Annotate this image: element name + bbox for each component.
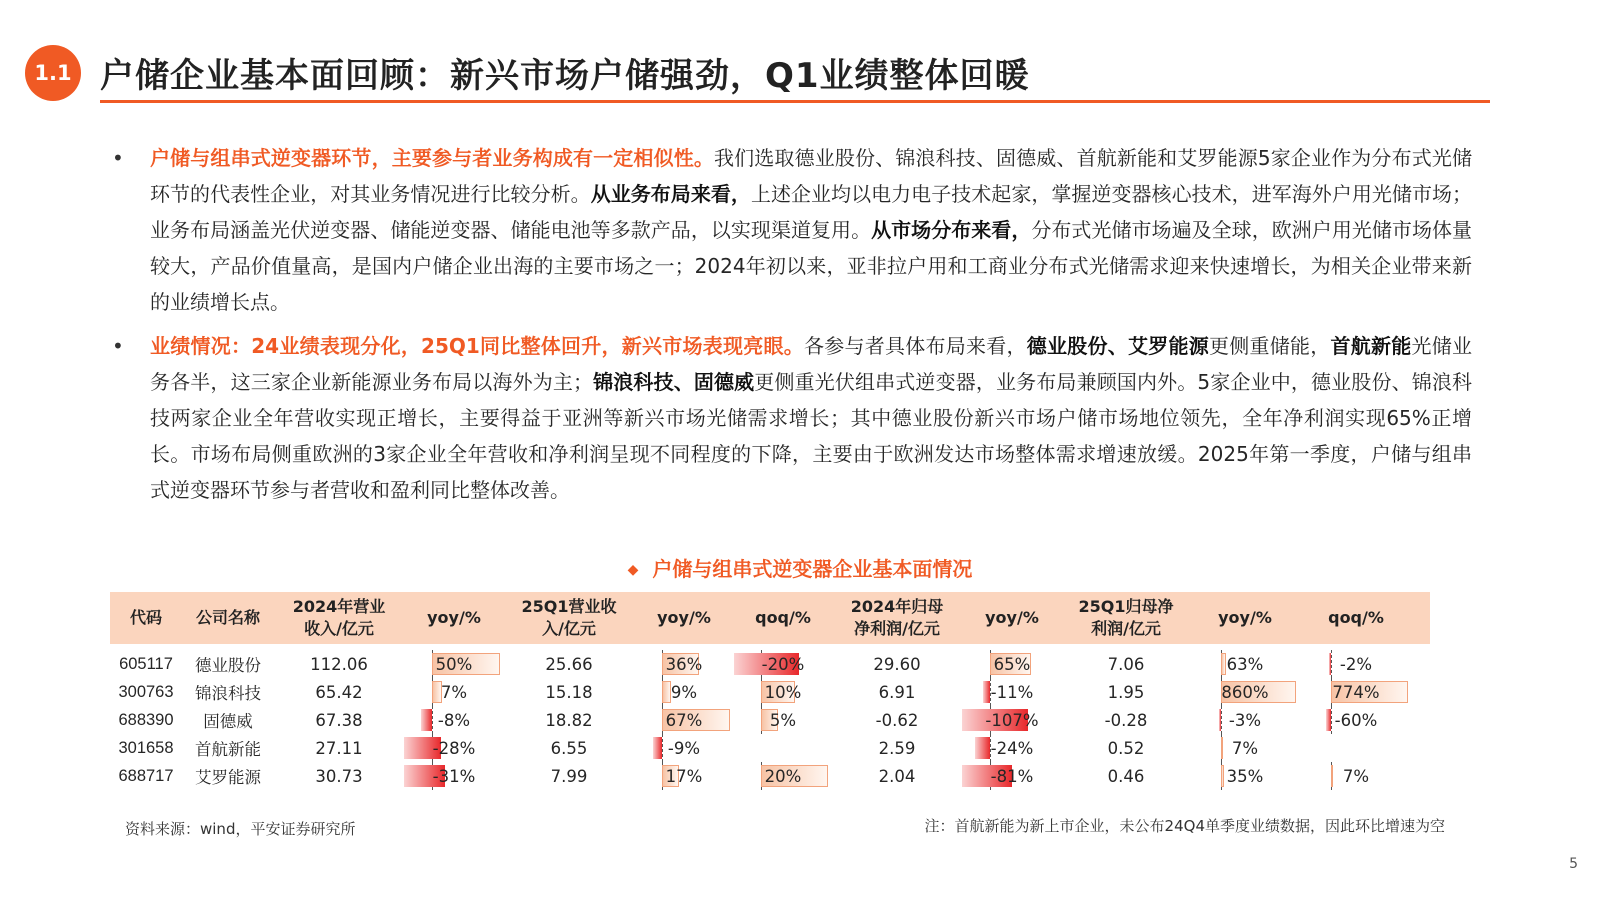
column-header: yoy/% xyxy=(1218,608,1272,627)
cell-np25_yoy xyxy=(1190,678,1300,706)
cell-rev24_yoy xyxy=(404,678,504,706)
cell-value: 1.95 xyxy=(1107,682,1145,702)
cell-value: 25.66 xyxy=(545,654,593,674)
cell-value: 0.46 xyxy=(1107,766,1145,786)
cell-value: -0.28 xyxy=(1104,710,1148,730)
bullet-item-1 xyxy=(112,140,1472,320)
column-header: qoq/% xyxy=(1328,608,1384,627)
cell-value: 15.18 xyxy=(545,682,593,702)
cell-rev24 xyxy=(274,762,404,790)
column-header: 公司名称 xyxy=(195,608,260,627)
cell-rev24 xyxy=(274,650,404,678)
column-header: 代码 xyxy=(129,608,162,627)
cell-np24 xyxy=(832,706,962,734)
cell-value: 29.60 xyxy=(873,654,921,674)
cell-rev24_yoy xyxy=(404,650,504,678)
cell-value: -0.62 xyxy=(875,710,919,730)
positive-bar xyxy=(1221,737,1223,759)
bullet-item-2 xyxy=(112,328,1472,508)
table-row xyxy=(110,678,1430,706)
cell-value: 德业股份 xyxy=(195,656,261,675)
bullet-segment: 各参与者具体布局来看， xyxy=(804,334,1027,358)
cell-value: -11% xyxy=(990,682,1034,702)
bullet-dot-icon: • xyxy=(112,334,124,358)
cell-rev25_yoy xyxy=(634,706,734,734)
cell-np25 xyxy=(1062,734,1190,762)
bullet-segment: 业绩情况：24业绩表现分化，25Q1同比整体回升，新兴市场表现亮眼。 xyxy=(150,334,805,358)
bullet-segment: 从市场分布来看， xyxy=(871,218,1032,242)
cell-np24_yoy xyxy=(962,706,1062,734)
cell-value: 7.99 xyxy=(550,766,588,786)
negative-bar xyxy=(1329,653,1331,675)
positive-bar xyxy=(1221,765,1224,787)
negative-bar xyxy=(653,737,662,759)
negative-bar xyxy=(1326,709,1331,731)
cell-value: 17% xyxy=(665,766,703,786)
bullet-segment: 从业务布局来看， xyxy=(590,182,751,206)
column-header: 25Q1营业收 入/亿元 xyxy=(521,597,617,638)
cell-value: -2% xyxy=(1339,654,1373,674)
cell-value: 锦浪科技 xyxy=(195,684,261,703)
cell-np25 xyxy=(1062,706,1190,734)
cell-value: 65.42 xyxy=(315,682,363,702)
cell-value: 20% xyxy=(764,766,802,786)
cell-value: -9% xyxy=(667,738,701,758)
table-title xyxy=(0,553,1600,582)
bar-axis xyxy=(432,706,433,734)
column-header: yoy/% xyxy=(657,608,711,627)
cell-np24_yoy xyxy=(962,734,1062,762)
cell-code xyxy=(110,678,182,706)
cell-np25_qoq xyxy=(1300,706,1412,734)
cell-value: 27.11 xyxy=(315,738,363,758)
table-row xyxy=(110,706,1430,734)
cell-rev25_qoq xyxy=(734,734,832,762)
negative-bar xyxy=(983,681,990,703)
positive-bar xyxy=(662,681,671,703)
cell-value: 688717 xyxy=(118,766,174,785)
cell-rev25 xyxy=(504,734,634,762)
cell-rev25 xyxy=(504,678,634,706)
cell-value: 35% xyxy=(1226,766,1264,786)
cell-value: 艾罗能源 xyxy=(195,768,261,787)
bullet-segment: 上述企业均以电力电子技术起家，掌握逆变器核心技术，进军海外户用光储市场；业务布局涵盖光伏逆变器、储能逆变器、储能电池等多款产品，以实现渠道复用。 xyxy=(150,182,1473,242)
cell-value: 7.06 xyxy=(1107,654,1145,674)
cell-value: 6.91 xyxy=(878,682,916,702)
cell-rev24 xyxy=(274,678,404,706)
cell-value: 67% xyxy=(665,710,703,730)
cell-value: 301658 xyxy=(118,738,174,757)
cell-value: 7% xyxy=(1231,738,1259,758)
cell-value: -31% xyxy=(432,766,476,786)
bullet-segment: 更侧重储能， xyxy=(1209,334,1331,358)
cell-np25_qoq xyxy=(1300,762,1412,790)
cell-value: 0.52 xyxy=(1107,738,1145,758)
cell-np24_yoy xyxy=(962,650,1062,678)
cell-rev25_qoq xyxy=(734,762,832,790)
cell-value: 7% xyxy=(1342,766,1370,786)
cell-value: 774% xyxy=(1332,682,1380,702)
cell-rev25_yoy xyxy=(634,650,734,678)
bullet-dot-icon: • xyxy=(112,146,124,170)
column-header: 2024年归母 净利润/亿元 xyxy=(850,597,944,638)
diamond-icon: ◆ xyxy=(627,562,639,578)
bullet-text xyxy=(150,146,1472,314)
cell-value: 605117 xyxy=(119,654,173,673)
cell-rev25_yoy xyxy=(634,678,734,706)
cell-np25_yoy xyxy=(1190,734,1300,762)
cell-value: 5% xyxy=(769,710,797,730)
cell-np25 xyxy=(1062,762,1190,790)
cell-np25_qoq xyxy=(1300,650,1412,678)
cell-np24 xyxy=(832,650,962,678)
cell-np25_qoq xyxy=(1300,678,1412,706)
cell-value: 7% xyxy=(440,682,468,702)
bullet-segment: 我们选取德业股份、锦浪科技、固德威、首航新能和艾罗能源5家企业作为分布式光储环节的代表性企业，对其业务情况进行比较分析。 xyxy=(150,146,1472,206)
cell-np24 xyxy=(832,762,962,790)
title-divider xyxy=(100,100,1490,103)
cell-rev25 xyxy=(504,706,634,734)
cell-np25 xyxy=(1062,650,1190,678)
table-row xyxy=(110,762,1430,790)
cell-name xyxy=(182,762,274,790)
negative-bar xyxy=(975,737,990,759)
column-header: yoy/% xyxy=(985,608,1039,627)
cell-np25_yoy xyxy=(1190,706,1300,734)
bullet-segment: 更侧重光伏组串式逆变器，业务布局兼顾国内外。5家企业中，德业股份、锦浪科技两家企业全年营收实现正增长，主要得益于亚洲等新兴市场光储需求增长；其中德业股份新兴市场户储市场地位领先，全年净利润实现65%正增长。市场布局侧重欧洲的3家企业全年营收和净利润呈现不同程度的下降，主要由于欧洲发达市场整体需求增速放缓。2025年第一季度，户储与组串式逆变器环节参与者营收和盈利同比整体改善。 xyxy=(150,370,1473,502)
cell-rev25_qoq xyxy=(734,678,832,706)
section-badge: 1.1 xyxy=(25,45,81,101)
table-row xyxy=(110,650,1430,678)
cell-value: 67.38 xyxy=(315,710,363,730)
cell-rev24 xyxy=(274,734,404,762)
bar-axis xyxy=(1331,650,1332,678)
cell-value: 63% xyxy=(1226,654,1264,674)
column-header: 25Q1归母净 利润/亿元 xyxy=(1078,597,1174,638)
cell-value: -8% xyxy=(437,710,471,730)
page-number: 5 xyxy=(1569,856,1578,872)
table-row xyxy=(110,734,1430,762)
footnote: 注：首航新能为新上市企业，未公布24Q4单季度业绩数据，因此环比增速为空 xyxy=(924,817,1445,835)
cell-value: 固德威 xyxy=(203,712,253,731)
cell-value: 18.82 xyxy=(545,710,593,730)
cell-np25_yoy xyxy=(1190,762,1300,790)
bar-axis xyxy=(1331,706,1332,734)
cell-value: -24% xyxy=(990,738,1034,758)
negative-bar xyxy=(1219,709,1221,731)
table-body xyxy=(110,650,1430,790)
cell-rev24 xyxy=(274,706,404,734)
cell-value: 首航新能 xyxy=(195,740,261,759)
bullet-segment: 光储业务各半，这三家企业新能源业务布局以海外为主； xyxy=(150,334,1473,394)
negative-bar xyxy=(421,709,432,731)
bullet-list xyxy=(112,140,1472,516)
cell-code xyxy=(110,762,182,790)
cell-rev24_yoy xyxy=(404,706,504,734)
cell-value: 9% xyxy=(670,682,698,702)
cell-value: 30.73 xyxy=(315,766,363,786)
cell-value: 36% xyxy=(665,654,703,674)
cell-value: 6.55 xyxy=(550,738,588,758)
cell-value: 2.04 xyxy=(878,766,916,786)
cell-np24 xyxy=(832,678,962,706)
cell-rev25 xyxy=(504,650,634,678)
cell-np24_yoy xyxy=(962,678,1062,706)
cell-value: 860% xyxy=(1221,682,1269,702)
positive-bar xyxy=(1221,653,1226,675)
cell-value: -28% xyxy=(432,738,476,758)
cell-value: -3% xyxy=(1228,710,1262,730)
cell-value: 50% xyxy=(435,654,473,674)
cell-rev25_yoy xyxy=(634,762,734,790)
cell-np24_yoy xyxy=(962,762,1062,790)
table-title-text: 户储与组串式逆变器企业基本面情况 xyxy=(652,557,973,581)
column-header: yoy/% xyxy=(427,608,481,627)
bullet-segment: 锦浪科技、固德威 xyxy=(593,370,755,394)
cell-rev24_yoy xyxy=(404,734,504,762)
cell-value: 65% xyxy=(993,654,1031,674)
cell-code xyxy=(110,650,182,678)
column-header: qoq/% xyxy=(755,608,811,627)
table-header-row xyxy=(110,592,1430,644)
page-title: 户储企业基本面回顾：新兴市场户储强劲，Q1业绩整体回暖 xyxy=(100,56,1030,96)
cell-np25_yoy xyxy=(1190,650,1300,678)
cell-np25_qoq xyxy=(1300,734,1412,762)
cell-rev25_qoq xyxy=(734,650,832,678)
bar-axis xyxy=(662,734,663,762)
cell-rev24_yoy xyxy=(404,762,504,790)
fundamentals-table xyxy=(110,592,1430,790)
cell-value: 300763 xyxy=(118,682,174,701)
cell-value: -60% xyxy=(1334,710,1378,730)
cell-value: -81% xyxy=(990,766,1034,786)
bullet-segment: 分布式光储市场遍及全球，欧洲户用光储市场体量较大，产品价值量高，是国内户储企业出海的主要市场之一；2024年初以来，亚非拉户用和工商业分布式光储需求迎来快速增长，为相关企业带来新的业绩增长点。 xyxy=(150,218,1473,314)
cell-name xyxy=(182,734,274,762)
cell-value: 10% xyxy=(764,682,802,702)
cell-value: -20% xyxy=(761,654,805,674)
cell-value: 688390 xyxy=(118,710,174,729)
cell-rev25_qoq xyxy=(734,706,832,734)
bullet-segment: 首航新能 xyxy=(1330,334,1412,358)
cell-value: -107% xyxy=(985,710,1039,730)
bar-axis xyxy=(1221,706,1222,734)
cell-np25 xyxy=(1062,678,1190,706)
bullet-segment: 德业股份、艾罗能源 xyxy=(1026,334,1210,358)
bullet-segment: 户储与组串式逆变器环节，主要参与者业务构成有一定相似性。 xyxy=(150,146,714,170)
cell-name xyxy=(182,706,274,734)
cell-rev25_yoy xyxy=(634,734,734,762)
cell-name xyxy=(182,678,274,706)
column-header: 2024年营业 收入/亿元 xyxy=(292,597,386,638)
positive-bar xyxy=(1331,765,1333,787)
cell-value: 2.59 xyxy=(878,738,916,758)
cell-name xyxy=(182,650,274,678)
cell-value: 112.06 xyxy=(310,654,368,674)
cell-code xyxy=(110,706,182,734)
cell-rev25 xyxy=(504,762,634,790)
bullet-text xyxy=(150,334,1472,502)
cell-np24 xyxy=(832,734,962,762)
source-note: 资料来源：wind，平安证券研究所 xyxy=(125,820,356,838)
cell-code xyxy=(110,734,182,762)
